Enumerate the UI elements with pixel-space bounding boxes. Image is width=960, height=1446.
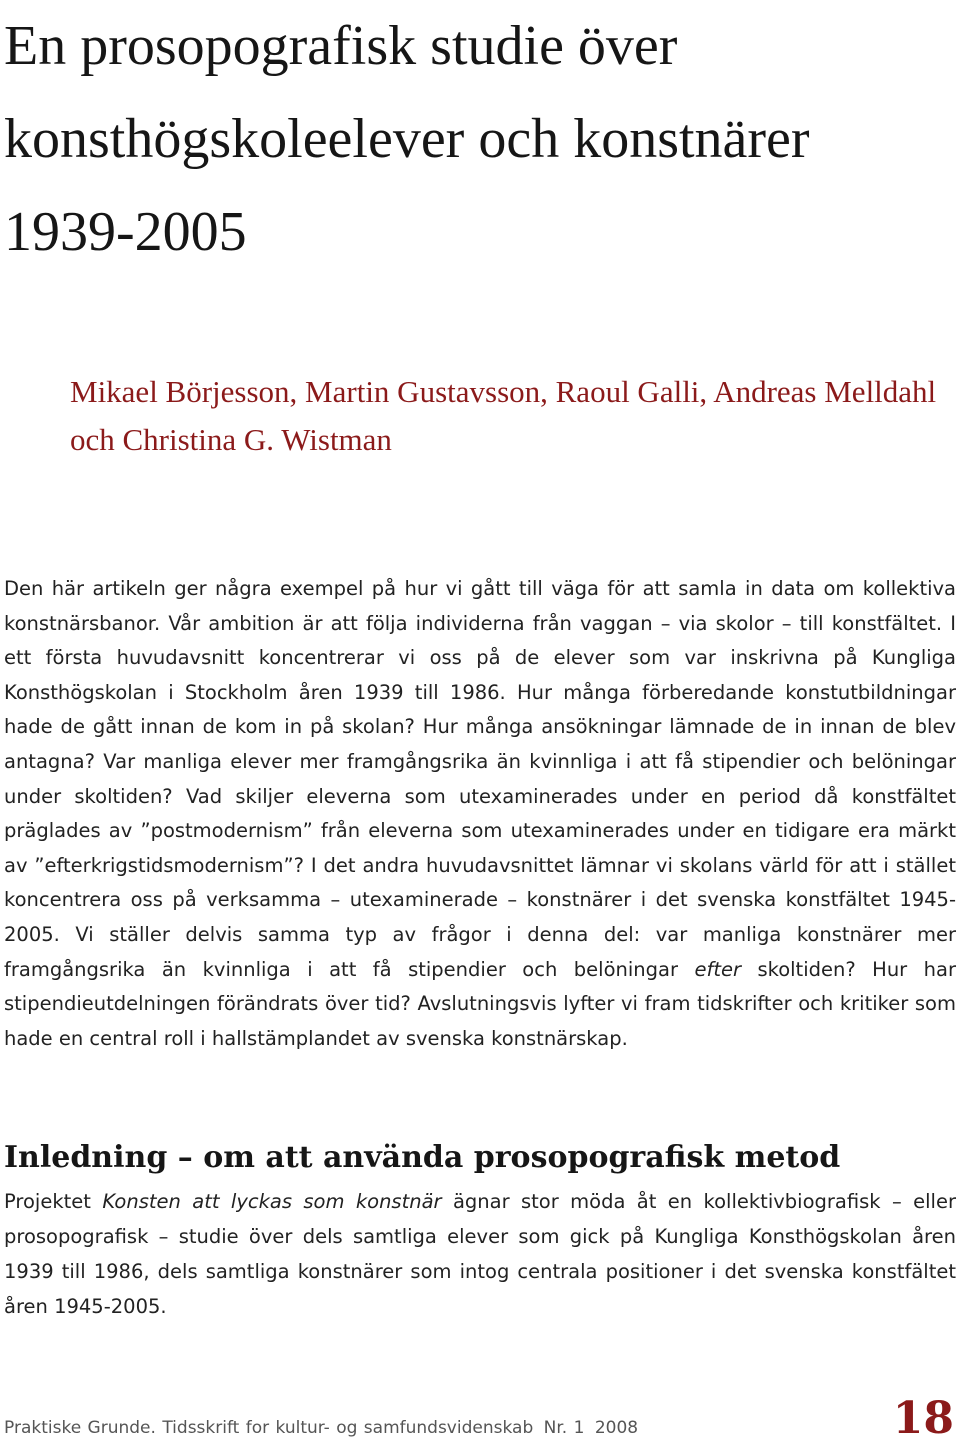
project-title: Konsten att lyckas som konstnär [102, 1190, 442, 1213]
section-intro: Projektet [4, 1190, 103, 1213]
abstract-text-part2: skoltiden? Hur har stipendieutdelningen förändrats över tid? Avslutningsvis lyfter vi fram tidskrifter och kritiker som hade en central roll i hallstämplandet av svenska konstnärskap. [4, 957, 956, 1050]
footer-issue: Nr. 1 [543, 1418, 585, 1438]
abstract-emphasis: efter [694, 957, 741, 981]
abstract-text-part1: Den här artikeln ger några exempel på hur vi gått till väga för att samla in data om kollektiva konstnärsbanor. Vår ambition är att följa individerna från vaggan – via skolor – till konstfältet. I ett första huvudavsnitt koncentrerar vi oss på de elever som var inskrivna på Kungliga Konsthögskolan i Stockholm åren 1939 till 1986. Hur många förberedande konstutbildningar hade de gått innan de kom in på skolan? Hur många ansökningar lämnade de in innan de blev antagna? Var manliga elever mer framgångsrika än kvinnliga i att få stipendier och belöningar under skoltiden? Vad skiljer eleverna som utexaminerades under en period då konstfältet präglades av ”postmodernism” från eleverna som utexaminerades under en tidigare era märkt av ”efterkrigstidsmodernism”? I det andra huvudavsnittet lämnar vi skolans värld för att i stället koncentrera oss på verksamma – utexaminerade – konstnärer i det svenska konstfältet 1945-2005. Vi ställer delvis samma typ av frågor i denna del: var manliga konstnärer mer framgångsrika än kvinnliga i att få stipendier och belöningar [4, 577, 956, 981]
page-footer [4, 1418, 642, 1438]
footer-year: 2008 [594, 1418, 639, 1438]
section-text: ägnar stor möda åt en kollektivbiografisk – eller prosopografisk – studie över dels samtliga elever som gick på Kungliga Konsthögskolan åren 1939 till 1986, dels samtliga konstnärer som intog centrala positioner i det svenska konstfältet åren 1945-2005. [4, 1190, 956, 1318]
page-number: 18 [892, 1393, 954, 1444]
article-title: En prosopografisk studie över konsthögskoleelever och konstnärer 1939-2005 [4, 15, 810, 263]
author-list: Mikael Börjesson, Martin Gustavsson, Raoul Galli, Andreas Melldahl och Christina G. Wistman [70, 374, 937, 457]
abstract-paragraph [4, 572, 956, 1056]
section-paragraph [4, 1184, 956, 1324]
footer-journal: Praktiske Grunde. Tidsskrift for kultur- og samfundsvidenskab [4, 1418, 534, 1438]
section-heading: Inledning – om att använda prosopografisk metod [4, 1140, 841, 1175]
